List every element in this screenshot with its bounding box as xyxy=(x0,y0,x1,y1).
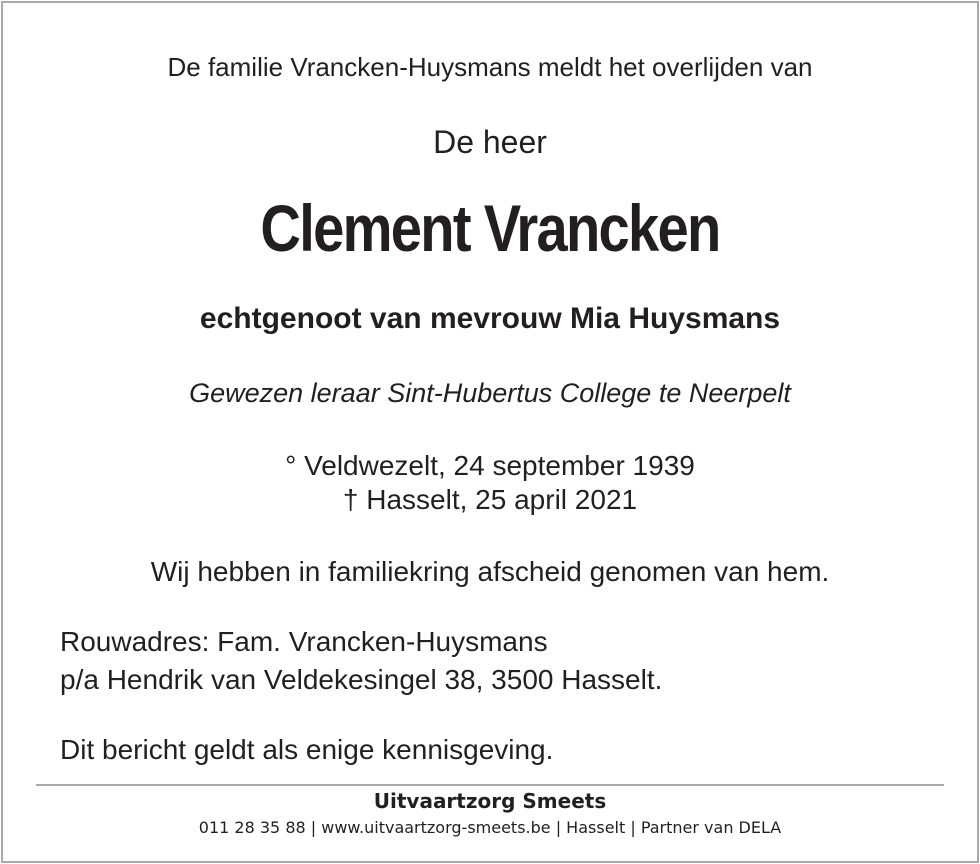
occupation-text: Gewezen leraar Sint-Hubertus College te Neerpelt xyxy=(189,378,791,408)
deceased-name: Clement Vrancken xyxy=(260,191,720,265)
funeral-company-contact: 011 28 35 88 | www.uitvaartzorg-smeets.be | Hasselt | Partner van DELA xyxy=(198,818,782,837)
birth-line: ° Veldwezelt, 24 september 1939 xyxy=(285,450,695,481)
notice-text: Dit bericht geldt als enige kennisgeving. xyxy=(60,734,554,765)
mourning-address-line-2: p/a Hendrik van Veldekesingel 38, 3500 Hasselt. xyxy=(60,664,663,695)
footer-divider xyxy=(36,784,944,786)
death-line: † Hasselt, 25 april 2021 xyxy=(342,484,638,515)
mourning-address-line-1: Rouwadres: Fam. Vrancken-Huysmans xyxy=(60,626,548,657)
funeral-company-name: Uitvaartzorg Smeets xyxy=(373,789,607,813)
farewell-text: Wij hebben in familiekring afscheid genomen van hem. xyxy=(150,556,830,587)
spouse-text: echtgenoot van mevrouw Mia Huysmans xyxy=(199,302,781,335)
intro-text: De familie Vrancken-Huysmans meldt het overlijden van xyxy=(167,52,813,82)
honorific: De heer xyxy=(433,124,547,160)
